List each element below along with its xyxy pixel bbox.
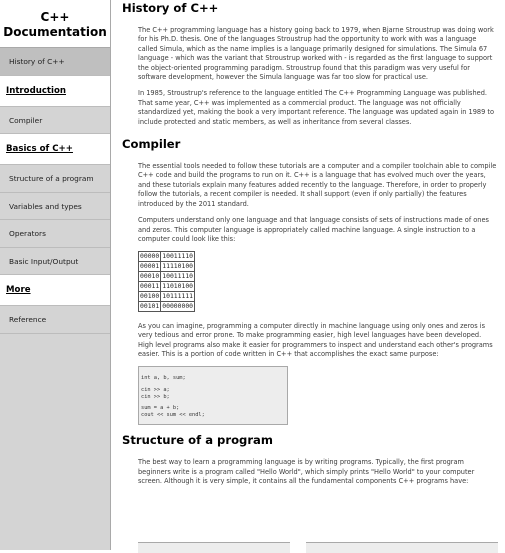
machine-code-value: 11110100 bbox=[162, 262, 194, 271]
sidebar-item-basic-io[interactable]: Basic Input/Output bbox=[0, 248, 110, 276]
sidebar-item-structure[interactable]: Structure of a program bbox=[0, 165, 110, 193]
machine-code-table bbox=[138, 251, 195, 311]
compiler-paragraph-2: Computers understand only one language and that language consists of sets of instructions made of ones and zeros. This computer language is appropriately called machine language. A single instruction to a computer could look like this: bbox=[138, 216, 489, 243]
heading-structure: Structure of a program bbox=[122, 433, 273, 448]
machine-code-value: 00000000 bbox=[162, 301, 194, 310]
cropped-code-block-right bbox=[306, 542, 498, 553]
structure-paragraph-1: The best way to learn a programming language is by writing programs. Typically, the first program beginners write is a program called "Hello World", which simply prints "Hello World" to your computer screen. Although it is very simple, it contains all the fundamental components C++ programs have: bbox=[138, 458, 475, 486]
machine-code-row bbox=[139, 282, 195, 292]
heading-compiler: Compiler bbox=[122, 137, 181, 152]
code-line: int a, b, sum; bbox=[141, 375, 186, 382]
sidebar-section-more[interactable]: More bbox=[0, 275, 110, 306]
cropped-code-blocks bbox=[138, 542, 498, 552]
machine-code-value: 10111111 bbox=[162, 291, 194, 300]
code-line: cin >> a; bbox=[141, 386, 170, 393]
machine-code-value: 10011110 bbox=[162, 252, 194, 261]
machine-code-row bbox=[139, 272, 195, 282]
machine-code-address: 00011 bbox=[140, 282, 160, 291]
history-paragraph-1: The C++ programming language has a history going back to 1979, when Bjarne Stroustrup was doing work for his Ph.D. thesis. One of the languages Stroustrup had the opportunity to work with was a language called Simula, which as the name implies is a language primarily designed for simulations. The Simula 67 language - which was the variant that Stroustrup worked with - is regarded as the first language to support the object-oriented programming paradigm. Stroustrup found that this paradigm was very useful for software development, however the Simula language was far too slow for practical use. bbox=[138, 26, 494, 82]
machine-code-address: 00100 bbox=[140, 291, 160, 300]
machine-code-value: 11010100 bbox=[162, 282, 194, 291]
machine-code-value: 10011110 bbox=[162, 272, 194, 281]
code-line: cout << sum << endl; bbox=[141, 411, 205, 418]
code-line: cin >> b; bbox=[141, 393, 170, 400]
heading-history: History of C++ bbox=[122, 1, 219, 15]
machine-code-row bbox=[139, 262, 195, 272]
machine-code-row bbox=[139, 301, 195, 311]
sidebar-item-compiler[interactable]: Compiler bbox=[0, 107, 110, 135]
sidebar-section-basics[interactable]: Basics of C++ bbox=[0, 134, 110, 165]
section-history bbox=[122, 0, 498, 127]
machine-code-address: 00000 bbox=[140, 252, 160, 261]
machine-code-address: 00001 bbox=[140, 262, 160, 271]
machine-code-address: 00101 bbox=[140, 301, 160, 310]
section-compiler bbox=[122, 136, 498, 425]
sidebar-title-link[interactable] bbox=[0, 0, 110, 48]
sidebar-title-line2: Documentation bbox=[3, 25, 107, 39]
machine-code-row bbox=[139, 252, 195, 262]
code-block bbox=[138, 366, 288, 425]
sidebar-item-history[interactable]: History of C++ bbox=[0, 48, 110, 76]
compiler-paragraph-1: The essential tools needed to follow these tutorials are a computer and a compiler toolchain able to compile C++ code and build the programs to run on it. C++ is a language that has evolved much over the years, and these tutorials explain many features added recently to the language. Therefore, in order to properly follow the tutorials, a recent compiler is needed. It shall support (even if only partially) the features introduced by the 2011 standard. bbox=[138, 162, 497, 208]
history-paragraph-2: In 1985, Stroustrup's reference to the language entitled The C++ Programming Language was published. That same year, C++ was implemented as a commercial product. The language was not officially standardized yet, making the book a very important reference. The language was updated again in 1989 to include protected and static members, as well as inheritance from several classes. bbox=[138, 89, 495, 126]
sidebar-item-variables[interactable]: Variables and types bbox=[0, 193, 110, 221]
main-content bbox=[122, 0, 498, 550]
sidebar-item-reference[interactable]: Reference bbox=[0, 306, 110, 334]
machine-code-address: 00010 bbox=[140, 272, 160, 281]
sidebar-nav bbox=[0, 0, 111, 550]
code-line: sum = a + b; bbox=[141, 405, 180, 412]
cropped-code-block-left bbox=[138, 542, 290, 553]
sidebar-title-line1: C++ bbox=[40, 10, 70, 24]
sidebar-item-operators[interactable]: Operators bbox=[0, 220, 110, 248]
section-structure bbox=[122, 432, 498, 486]
compiler-paragraph-3: As you can imagine, programming a computer directly in machine language using only ones and zeros is very tedious and error prone. To make programming easier, high level languages have been developed. High level programs also make it easier for programmers to inspect and understand each other's programs easier. This is a portion of code written in C++ that accomplishes the exact same purpose: bbox=[138, 321, 493, 358]
sidebar-section-introduction[interactable]: Introduction bbox=[0, 76, 110, 107]
machine-code-row bbox=[139, 291, 195, 301]
